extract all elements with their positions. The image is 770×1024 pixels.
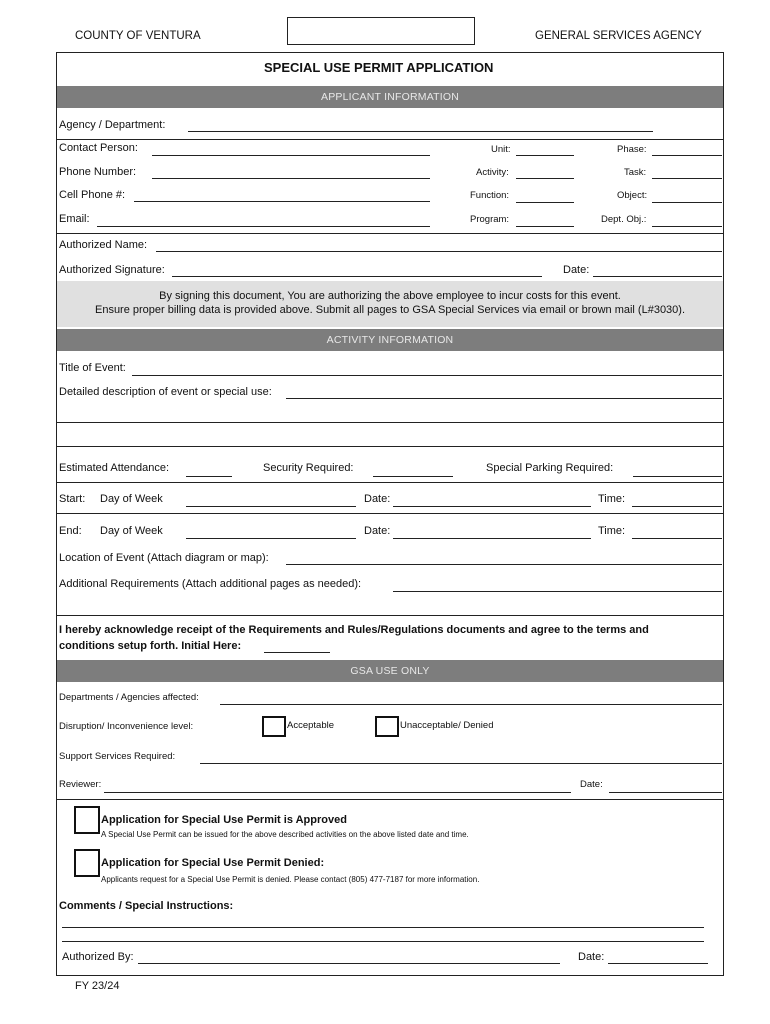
authname-field[interactable]: [156, 251, 722, 252]
description-field[interactable]: [286, 398, 722, 399]
email-label: Email:: [59, 213, 90, 225]
denied-description: Applicants request for a Special Use Permit is denied. Please contact (805) 477-7187 for more information.: [101, 875, 480, 884]
denied-title: Application for Special Use Permit Denied:: [101, 857, 325, 869]
event-title-label: Title of Event:: [59, 362, 126, 374]
object-label: Object:: [617, 190, 648, 201]
end-dow-field[interactable]: [186, 538, 356, 539]
description-field-line-2[interactable]: [57, 422, 723, 423]
initial-field[interactable]: [264, 652, 330, 653]
end-label: End:: [59, 525, 82, 537]
program-field[interactable]: [516, 226, 574, 227]
description-field-line-3[interactable]: [57, 446, 723, 447]
disruption-label: Disruption/ Inconvenience level:: [59, 721, 194, 732]
acknowledge-line-1: I hereby acknowledge receipt of the Requirements and Rules/Regulations documents and agree to the terms and: [59, 624, 649, 636]
cell-label: Cell Phone #:: [59, 189, 126, 201]
authsig-label: Authorized Signature:: [59, 264, 165, 276]
authorized-by-date-field[interactable]: [608, 963, 708, 964]
unacceptable-checkbox[interactable]: [375, 716, 399, 737]
task-label: Task:: [624, 167, 647, 178]
acknowledge-line-2: conditions setup forth. Initial Here:: [59, 640, 242, 652]
reviewer-field[interactable]: [104, 792, 571, 793]
unit-field[interactable]: [516, 155, 574, 156]
reviewer-date-field[interactable]: [609, 792, 722, 793]
comments-field-line-1[interactable]: [62, 927, 704, 928]
activity-label: Activity:: [476, 167, 509, 178]
task-field[interactable]: [652, 178, 722, 179]
agency-label: Agency / Department:: [59, 119, 166, 131]
additional-field[interactable]: [393, 591, 722, 592]
authorized-by-date-label: Date:: [578, 951, 605, 963]
activity-field[interactable]: [516, 178, 574, 179]
divider: [57, 799, 723, 800]
unit-label: Unit:: [491, 144, 511, 155]
departments-field[interactable]: [220, 704, 722, 705]
notice-line-1: By signing this document, You are authorizing the above employee to incur costs for this event.: [159, 290, 621, 302]
form-title: SPECIAL USE PERMIT APPLICATION: [264, 60, 494, 75]
support-field[interactable]: [200, 763, 722, 764]
phase-label: Phase:: [617, 144, 647, 155]
program-label: Program:: [470, 214, 510, 225]
end-dow-label: Day of Week: [100, 525, 163, 537]
comments-label: Comments / Special Instructions:: [59, 900, 234, 912]
reviewer-label: Reviewer:: [59, 779, 102, 790]
phone-field[interactable]: [152, 178, 430, 179]
deptobj-field[interactable]: [652, 226, 722, 227]
denied-checkbox[interactable]: [74, 849, 100, 877]
reviewer-date-label: Date:: [580, 779, 603, 790]
start-label: Start:: [59, 493, 86, 505]
attendance-field[interactable]: [186, 476, 232, 477]
additional-label: Additional Requirements (Attach additional pages as needed):: [59, 578, 362, 590]
departments-label: Departments / Agencies affected:: [59, 692, 199, 703]
authsig-field[interactable]: [172, 276, 542, 277]
object-field[interactable]: [652, 202, 722, 203]
start-dow-field[interactable]: [186, 506, 356, 507]
location-field[interactable]: [286, 564, 722, 565]
authsig-date-label: Date:: [563, 264, 590, 276]
divider: [57, 233, 723, 234]
acceptable-checkbox[interactable]: [262, 716, 286, 737]
phase-field[interactable]: [652, 155, 722, 156]
authorized-by-field[interactable]: [138, 963, 560, 964]
phone-label: Phone Number:: [59, 166, 137, 178]
contact-label: Contact Person:: [59, 142, 138, 154]
support-label: Support Services Required:: [59, 751, 176, 762]
function-field[interactable]: [516, 202, 574, 203]
attendance-label: Estimated Attendance:: [59, 462, 170, 474]
activity-section-header: ACTIVITY INFORMATION: [57, 329, 723, 351]
end-date-label: Date:: [364, 525, 391, 537]
additional-field-line-2[interactable]: [57, 615, 723, 616]
authorized-by-label: Authorized By:: [62, 951, 134, 963]
approved-description: A Special Use Permit can be issued for the above described activities on the above listed date and time.: [101, 830, 469, 839]
county-name: COUNTY OF VENTURA: [75, 30, 201, 42]
event-title-field[interactable]: [132, 375, 722, 376]
form-number-box[interactable]: [287, 17, 475, 45]
divider: [57, 513, 723, 514]
cell-field[interactable]: [134, 201, 430, 202]
approved-checkbox[interactable]: [74, 806, 100, 834]
authsig-date-field[interactable]: [593, 276, 722, 277]
contact-field[interactable]: [152, 155, 430, 156]
gsa-section-header: GSA USE ONLY: [57, 660, 723, 682]
start-time-label: Time:: [598, 493, 626, 505]
comments-field-line-2[interactable]: [62, 941, 704, 942]
unacceptable-label: Unacceptable/ Denied: [400, 720, 494, 731]
fiscal-year: FY 23/24: [75, 980, 120, 992]
start-dow-label: Day of Week: [100, 493, 163, 505]
description-label: Detailed description of event or special use:: [59, 386, 272, 398]
acceptable-label: Acceptable: [287, 720, 335, 731]
location-label: Location of Event (Attach diagram or map):: [59, 552, 269, 564]
authname-label: Authorized Name:: [59, 239, 148, 251]
email-field[interactable]: [97, 226, 430, 227]
deptobj-label: Dept. Obj.:: [601, 214, 647, 225]
end-date-field[interactable]: [393, 538, 591, 539]
applicant-section-header: APPLICANT INFORMATION: [57, 86, 723, 108]
approved-title: Application for Special Use Permit is Approved: [101, 814, 347, 826]
start-date-field[interactable]: [393, 506, 591, 507]
security-field[interactable]: [373, 476, 453, 477]
parking-label: Special Parking Required:: [486, 462, 614, 474]
divider: [57, 482, 723, 483]
end-time-field[interactable]: [632, 538, 722, 539]
parking-field[interactable]: [633, 476, 722, 477]
agency-name: GENERAL SERVICES AGENCY: [535, 30, 702, 42]
agency-field[interactable]: [188, 131, 653, 132]
divider: [57, 139, 723, 140]
security-label: Security Required:: [263, 462, 354, 474]
start-time-field[interactable]: [632, 506, 722, 507]
function-label: Function:: [470, 190, 510, 201]
start-date-label: Date:: [364, 493, 391, 505]
notice-line-2: Ensure proper billing data is provided above. Submit all pages to GSA Special Services via email or brown mail (L#3030).: [94, 304, 686, 316]
end-time-label: Time:: [598, 525, 626, 537]
